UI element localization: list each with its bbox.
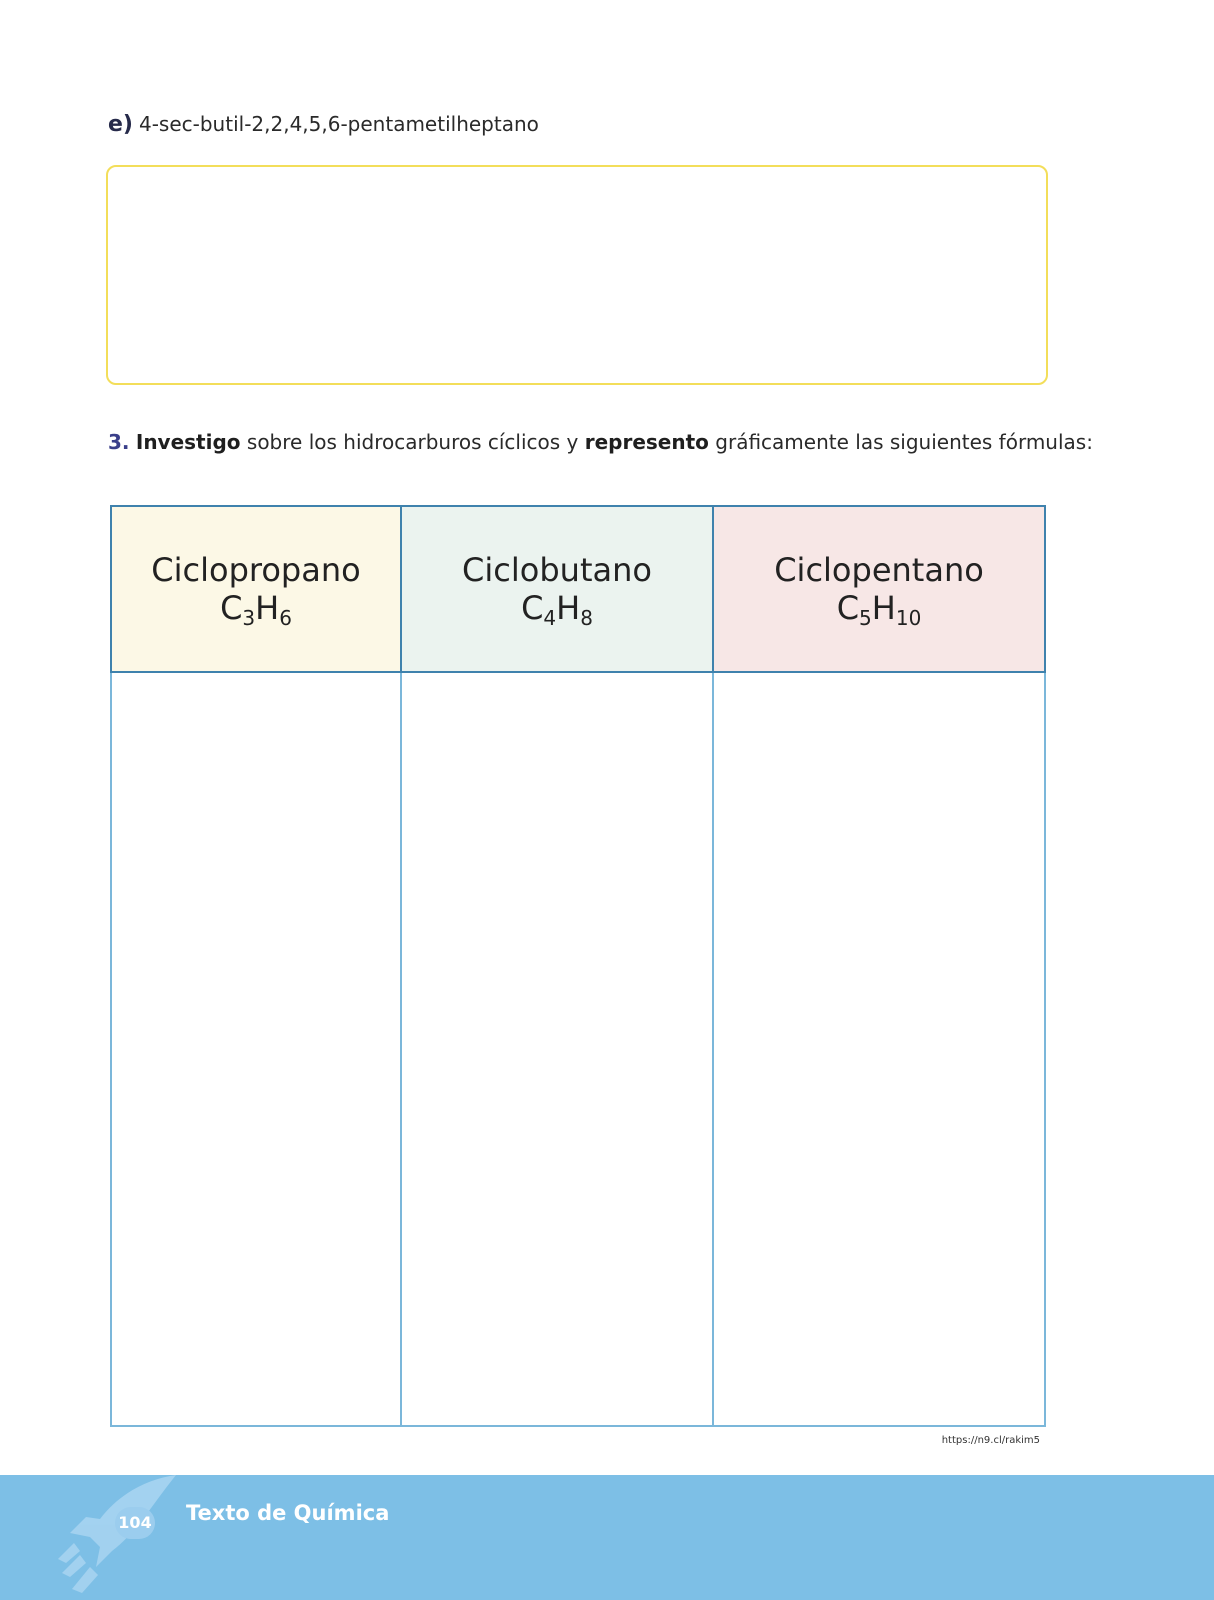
drawing-cell-ciclopropano[interactable] <box>111 672 401 1426</box>
formula-table <box>110 505 1046 1427</box>
book-title: Texto de Química <box>186 1501 390 1525</box>
answer-box[interactable] <box>106 165 1048 385</box>
header-ciclobutano <box>401 506 713 672</box>
page-number: 104 <box>115 1507 155 1539</box>
resource-link[interactable]: https://n9.cl/rakim5 <box>941 1435 1040 1446</box>
question-text-1: sobre los hidrocarburos cíclicos y <box>240 430 585 454</box>
compound-name: Ciclopentano <box>774 550 984 589</box>
molecular-formula: $C_4H_8$ <box>521 589 593 630</box>
drawing-cell-ciclobutano[interactable] <box>401 672 713 1426</box>
molecular-formula: $C_3H_6$ <box>220 589 292 630</box>
rocket-icon <box>56 1475 186 1600</box>
header-ciclopropano <box>111 506 401 672</box>
question-verb-1: Investigo <box>135 430 241 454</box>
exercise-text: 4-sec-butil-2,2,4,5,6-pentametilheptano <box>138 112 539 136</box>
compound-name: Ciclopropano <box>151 550 361 589</box>
header-ciclopentano <box>713 506 1045 672</box>
page-footer <box>0 1475 1214 1600</box>
question-text-2: gráficamente las siguientes fórmulas: <box>708 430 1093 454</box>
exercise-letter: e) <box>108 112 133 137</box>
exercise-e <box>108 112 539 137</box>
compound-name: Ciclobutano <box>462 550 652 589</box>
question-3 <box>108 430 1093 454</box>
drawing-cell-ciclopentano[interactable] <box>713 672 1045 1426</box>
molecular-formula: $C_5H_{10}$ <box>836 589 922 630</box>
question-verb-2: represento <box>584 430 709 454</box>
question-number: 3. <box>108 430 130 454</box>
